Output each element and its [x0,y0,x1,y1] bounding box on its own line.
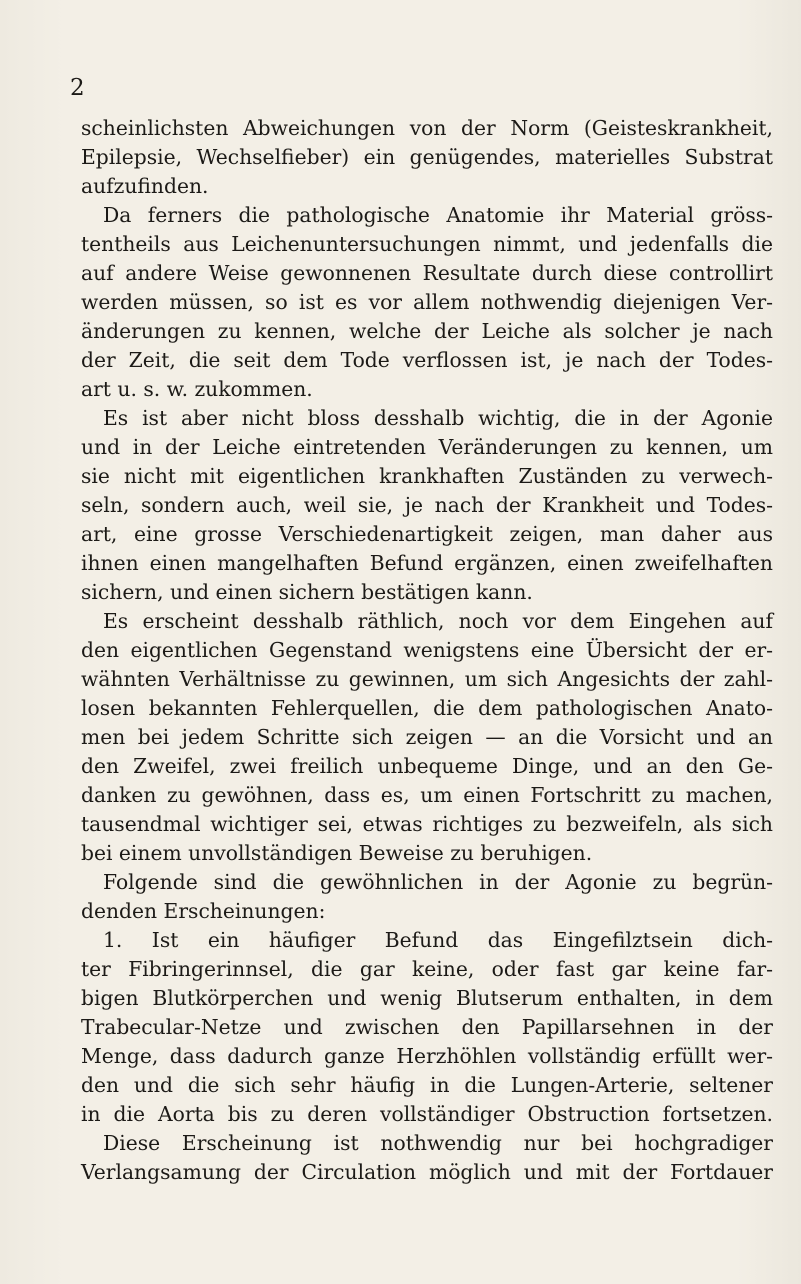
text-line: Epilepsie, Wechselfieber) ein genügendes, materielles Substrat [81,145,773,169]
text-line: Verlangsamung der Circulation möglich und mit der Fortdauer [81,1160,773,1184]
text-line: 1. Ist ein häufiger Befund das Eingefilztsein dich- [103,928,773,952]
text-line: auf andere Weise gewonnenen Resultate durch diese controllirt [81,261,773,285]
text-line: Es erscheint desshalb räthlich, noch vor dem Eingehen auf [103,609,773,633]
text-line: danken zu gewöhnen, dass es, um einen Fortschritt zu machen, [81,783,773,807]
text-line: sichern, und einen sichern bestätigen kann. [81,580,533,604]
page-number: 2 [70,75,85,101]
text-line: werden müssen, so ist es vor allem nothwendig diejenigen Ver- [81,290,773,314]
text-line: den Zweifel, zwei freilich unbequeme Dinge, und an den Ge- [81,754,773,778]
text-line: men bei jedem Schritte sich zeigen — an die Vorsicht und an [81,725,773,749]
text-line: Folgende sind die gewöhnlichen in der Agonie zu begrün- [103,870,773,894]
text-line: seln, sondern auch, weil sie, je nach der Krankheit und Todes- [81,493,773,517]
text-line: tausendmal wichtiger sei, etwas richtiges zu bezweifeln, als sich [81,812,773,836]
text-line: änderungen zu kennen, welche der Leiche als solcher je nach [81,319,773,343]
text-line: aufzufinden. [81,174,209,198]
text-line: scheinlichsten Abweichungen von der Norm (Geisteskrankheit, [81,116,773,140]
text-line: art, eine grosse Verschiedenartigkeit zeigen, man daher aus [81,522,773,546]
text-line: Da ferners die pathologische Anatomie ihr Material gröss- [103,203,773,227]
text-line: tentheils aus Leichenuntersuchungen nimmt, und jedenfalls die [81,232,773,256]
text-line: in die Aorta bis zu deren vollständiger Obstruction fortsetzen. [81,1102,773,1126]
text-line: bigen Blutkörperchen und wenig Blutserum enthalten, in dem [81,986,773,1010]
text-line: den und die sich sehr häufig in die Lungen-Arterie, seltener [81,1073,773,1097]
text-line: sie nicht mit eigentlichen krankhaften Zuständen zu verwech- [81,464,773,488]
text-line: der Zeit, die seit dem Tode verflossen ist, je nach der Todes- [81,348,773,372]
text-line: art u. s. w. zukommen. [81,377,313,401]
text-line: und in der Leiche eintretenden Veränderungen zu kennen, um [81,435,773,459]
text-line: Es ist aber nicht bloss desshalb wichtig, die in der Agonie [103,406,773,430]
body-text [81,114,773,1187]
text-line: Trabecular-Netze und zwischen den Papillarsehnen in der [81,1015,773,1039]
text-line: ter Fibringerinnsel, die gar keine, oder fast gar keine far- [81,957,773,981]
text-line: Diese Erscheinung ist nothwendig nur bei hochgradiger [103,1131,773,1155]
text-line: ihnen einen mangelhaften Befund ergänzen, einen zweifelhaften [81,551,773,575]
text-line: losen bekannten Fehlerquellen, die dem pathologischen Anato- [81,696,773,720]
text-line: bei einem unvollständigen Beweise zu beruhigen. [81,841,593,865]
text-line: Menge, dass dadurch ganze Herzhöhlen vollständig erfüllt wer- [81,1044,773,1068]
text-line: den eigentlichen Gegenstand wenigstens eine Übersicht der er- [81,638,773,662]
text-line: wähnten Verhältnisse zu gewinnen, um sich Angesichts der zahl- [81,667,773,691]
text-line: denden Erscheinungen: [81,899,326,923]
